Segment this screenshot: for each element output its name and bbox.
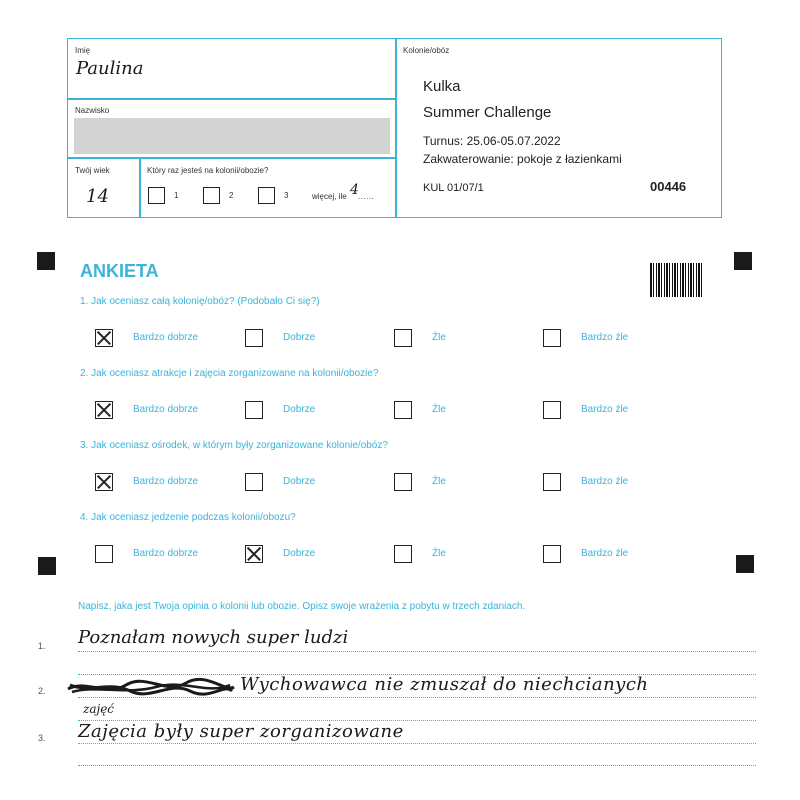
rating-checkbox-bardzo-dobrze[interactable] [95,545,113,563]
wiek-label: Twój wiek [75,166,110,175]
wiek-value: 14 [86,186,109,207]
line-number-1: 1. [38,641,46,651]
zakwaterowanie: Zakwaterowanie: pokoje z łazienkami [423,152,622,166]
rating-option-label: Dobrze [283,548,316,559]
rating-option-label: Dobrze [283,476,316,487]
registration-marker [38,557,56,575]
question-text: 4. Jak oceniasz jedzenie podczas kolonii/obozu? [80,512,296,523]
wiecej-value: 4 [350,182,359,198]
rating-checkbox-bardzo-dobrze[interactable] [95,401,113,419]
visit-option-2: 2 [229,191,234,200]
camp-program: Summer Challenge [423,104,552,121]
rating-option-label: Źle [432,476,446,487]
rating-option-label: Bardzo dobrze [133,476,199,487]
rating-checkbox-dobrze[interactable] [245,545,263,563]
visit-checkbox-3[interactable] [258,187,275,204]
visit-option-1: 1 [174,191,179,200]
rating-option-label: Bardzo dobrze [133,404,199,415]
rating-option-label: Bardzo dobrze [133,548,199,559]
rating-checkbox-źle[interactable] [394,401,412,419]
line-number-3: 3. [38,733,46,743]
turnus: Turnus: 25.06-05.07.2022 [423,134,561,148]
nazwisko-label: Nazwisko [75,106,110,115]
rating-option-label: Bardzo dobrze [133,332,199,343]
rating-checkbox-bardzo-źle[interactable] [543,401,561,419]
rating-checkbox-bardzo-dobrze[interactable] [95,473,113,491]
header-divider [395,38,397,218]
rating-checkbox-dobrze[interactable] [245,473,263,491]
imie-value: Paulina [76,58,144,79]
wiek-divider [139,157,141,218]
answer-1: Poznałam nowych super ludzi [78,627,349,648]
rating-option-label: Bardzo źle [581,404,629,415]
visit-checkbox-2[interactable] [203,187,220,204]
line-number-2: 2. [38,686,46,696]
rating-option-label: Źle [432,548,446,559]
question-text: 3. Jak oceniasz ośrodek, w którym były zorganizowane kolonie/obóz? [80,440,388,451]
registration-marker [734,252,752,270]
rating-checkbox-bardzo-źle[interactable] [543,545,561,563]
rating-checkbox-bardzo-źle[interactable] [543,329,561,347]
rating-checkbox-dobrze[interactable] [245,401,263,419]
opinion-prompt: Napisz, jaka jest Twoja opinia o kolonii lub obozie. Opisz swoje wrażenia z pobytu w trzech zdaniach. [78,601,526,612]
rating-option-label: Dobrze [283,404,316,415]
answer-line [78,651,756,652]
rating-option-label: Bardzo źle [581,548,629,559]
question-text: 2. Jak oceniasz atrakcje i zajęcia zorganizowane na kolonii/obozie? [80,368,379,379]
form-number: 00446 [650,179,687,194]
answer-2-insert: zajęć [83,702,115,716]
survey-title: ANKIETA [80,261,159,281]
visit-option-3: 3 [284,191,289,200]
wiecej-label: więcej, ile [312,192,347,201]
rating-checkbox-bardzo-dobrze[interactable] [95,329,113,347]
question-text: 1. Jak oceniasz całą kolonię/obóz? (Podobało Ci się?) [80,296,320,307]
kolonia-label: Kolonie/obóz [403,46,450,55]
header-row-divider-2 [67,157,396,159]
rating-option-label: Źle [432,332,446,343]
barcode [650,263,702,297]
rating-option-label: Bardzo źle [581,476,629,487]
wiecej-dots: ...... [358,192,375,201]
scribble-strikeout [66,677,236,699]
rating-option-label: Bardzo źle [581,332,629,343]
visit-checkbox-1[interactable] [148,187,165,204]
registration-marker [736,555,754,573]
camp-code: KUL 01/07/1 [423,182,484,194]
imie-label: Imię [75,46,91,55]
answer-line [78,765,756,766]
nazwisko-redaction [74,118,390,154]
rating-checkbox-źle[interactable] [394,329,412,347]
ktory-raz-label: Który raz jesteś na kolonii/obozie? [147,166,269,175]
header-row-divider-1 [67,98,396,100]
rating-checkbox-dobrze[interactable] [245,329,263,347]
rating-checkbox-bardzo-źle[interactable] [543,473,561,491]
rating-option-label: Źle [432,404,446,415]
camp-name: Kulka [423,78,461,95]
rating-checkbox-źle[interactable] [394,545,412,563]
answer-3: Zajęcia były super zorganizowane [78,721,404,742]
answer-line [78,743,756,744]
rating-checkbox-źle[interactable] [394,473,412,491]
answer-2: Wychowawca nie zmuszał do niechcianych [240,674,649,695]
registration-marker [37,252,55,270]
rating-option-label: Dobrze [283,332,316,343]
